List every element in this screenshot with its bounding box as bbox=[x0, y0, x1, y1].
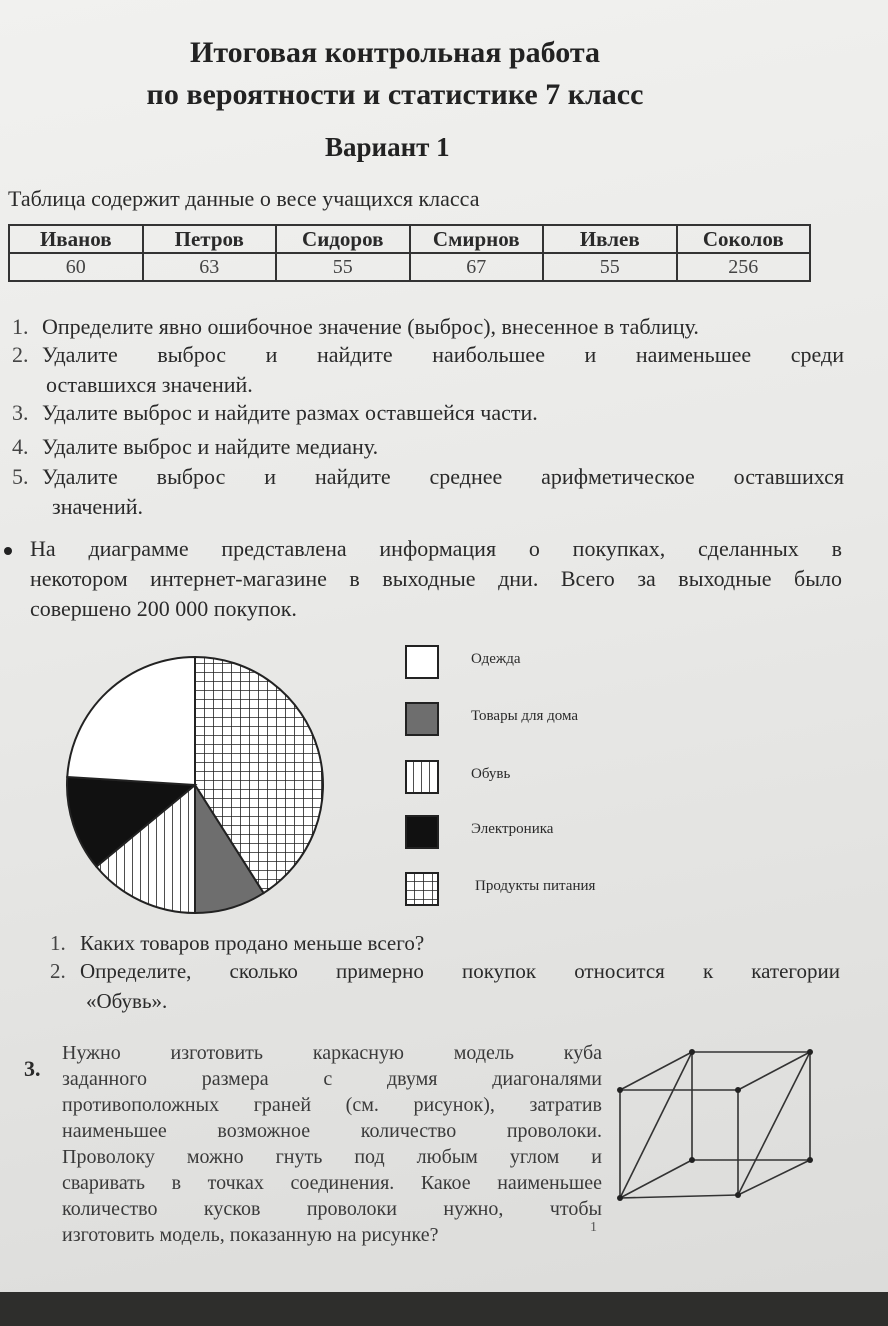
task1-question-4 bbox=[12, 432, 842, 462]
page-title-line1: Итоговая контрольная работа bbox=[189, 36, 600, 69]
table-header-cell: Соколов bbox=[677, 225, 811, 253]
table-cell: 67 bbox=[410, 253, 544, 281]
pie-chart bbox=[60, 645, 350, 925]
question-number: 2. bbox=[12, 342, 29, 367]
cube-vertex bbox=[807, 1049, 813, 1055]
task1-question-1 bbox=[12, 312, 842, 342]
question-text: Удалите выброс и найдите медиану. bbox=[42, 434, 379, 459]
task3-line: заданного размера с двумя диагоналями bbox=[62, 1068, 602, 1090]
task3-text bbox=[62, 1040, 602, 1248]
task3-line: количество кусков проволоки нужно, чтобы bbox=[62, 1198, 602, 1220]
legend-swatch bbox=[405, 645, 439, 679]
variant-label: Вариант 1 bbox=[325, 132, 450, 162]
table-cell: 256 bbox=[677, 253, 811, 281]
table-header-cell: Сидоров bbox=[276, 225, 410, 253]
table-header-cell: Смирнов bbox=[410, 225, 544, 253]
task3-line: Нужно изготовить каркасную модель куба bbox=[62, 1042, 602, 1064]
question-text-cont: оставшихся значений. bbox=[46, 372, 253, 397]
question-text: Удалите выброс и найдите размах оставшейся части. bbox=[42, 400, 538, 425]
question-number: 4. bbox=[12, 434, 29, 459]
question-number: 5. bbox=[12, 464, 29, 489]
page-number: 1 bbox=[590, 1220, 597, 1235]
question-text: Каких товаров продано меньше всего? bbox=[80, 931, 425, 955]
task3-line: сваривать в точках соединения. Какое наименьшее bbox=[62, 1172, 602, 1194]
question-text: Определите, сколько примерно покупок относится к категории bbox=[80, 959, 840, 983]
question-text: Удалите выброс и найдите среднее арифметическое оставшихся bbox=[42, 464, 844, 489]
cube-vertex bbox=[617, 1195, 623, 1201]
pie-slice-clothes bbox=[67, 657, 195, 785]
legend-label: Обувь bbox=[471, 766, 511, 782]
table-header-cell: Ивлев bbox=[543, 225, 677, 253]
task2-question-2 bbox=[50, 956, 840, 1016]
table-cell: 55 bbox=[276, 253, 410, 281]
legend-swatch bbox=[405, 872, 439, 906]
legend-swatch bbox=[405, 815, 439, 849]
question-text: Определите явно ошибочное значение (выброс), внесенное в таблицу. bbox=[42, 314, 699, 339]
question-number: 3. bbox=[12, 400, 29, 425]
cube-vertex bbox=[689, 1049, 695, 1055]
task3-number: 3. bbox=[24, 1056, 41, 1081]
table-cell: 60 bbox=[9, 253, 143, 281]
task1-question-5 bbox=[12, 462, 844, 522]
desk-background bbox=[0, 1292, 888, 1326]
task3-line: наименьшее возможное количество проволоки. bbox=[62, 1120, 602, 1142]
cube-edge bbox=[620, 1052, 692, 1090]
task2-line: совершено 200 000 покупок. bbox=[30, 596, 297, 621]
page-title-line2: по вероятности и статистике 7 класс bbox=[146, 78, 644, 111]
task1-intro: Таблица содержит данные о весе учащихся класса bbox=[8, 186, 480, 211]
task2-text bbox=[30, 534, 842, 624]
face-diagonal bbox=[620, 1052, 692, 1198]
question-number: 1. bbox=[12, 314, 29, 339]
question-number: 2. bbox=[50, 959, 66, 983]
legend-label: Одежда bbox=[471, 651, 521, 667]
task1-question-2 bbox=[12, 340, 844, 400]
task2-bullet bbox=[4, 547, 12, 555]
cube-vertex bbox=[735, 1192, 741, 1198]
legend-label: Продукты питания bbox=[475, 878, 596, 894]
legend-label: Товары для дома bbox=[471, 708, 579, 724]
cube-vertex bbox=[735, 1087, 741, 1093]
cube-edge bbox=[738, 1052, 810, 1090]
cube-vertex bbox=[617, 1087, 623, 1093]
pie-slices bbox=[67, 657, 323, 913]
task2-line: некотором интернет-магазине в выходные дни. Всего за выходные было bbox=[30, 566, 842, 591]
task1-question-3 bbox=[12, 398, 842, 428]
legend-label: Электроника bbox=[471, 821, 554, 837]
question-text: Удалите выброс и найдите наибольшее и наименьшее среди bbox=[42, 342, 844, 367]
cube-vertex bbox=[689, 1157, 695, 1163]
table-header-cell: Иванов bbox=[9, 225, 143, 253]
question-text-cont: значений. bbox=[52, 494, 143, 519]
cube-vertex bbox=[807, 1157, 813, 1163]
cube-edge bbox=[738, 1160, 810, 1195]
legend-swatch bbox=[405, 702, 439, 736]
task3-line: Проволоку можно гнуть под любым углом и bbox=[62, 1146, 602, 1168]
task2-question-1 bbox=[50, 928, 840, 958]
table-row bbox=[9, 253, 810, 281]
table-cell: 55 bbox=[543, 253, 677, 281]
cube-wireframe-figure bbox=[610, 1040, 830, 1210]
task3-line: противоположных граней (см. рисунок), затратив bbox=[62, 1094, 602, 1116]
task2-line: На диаграмме представлена информация о покупках, сделанных в bbox=[30, 536, 842, 561]
face-diagonal bbox=[738, 1052, 810, 1195]
cube-edge bbox=[620, 1160, 692, 1198]
question-number: 1. bbox=[50, 931, 66, 955]
table-header-cell: Петров bbox=[143, 225, 277, 253]
task3-line: изготовить модель, показанную на рисунке? bbox=[62, 1224, 439, 1246]
table-header-row bbox=[9, 225, 810, 253]
cube-edge bbox=[620, 1195, 738, 1198]
table-cell: 63 bbox=[143, 253, 277, 281]
weights-table bbox=[8, 224, 811, 282]
question-text-cont: «Обувь». bbox=[86, 989, 168, 1013]
legend-swatch bbox=[405, 760, 439, 794]
